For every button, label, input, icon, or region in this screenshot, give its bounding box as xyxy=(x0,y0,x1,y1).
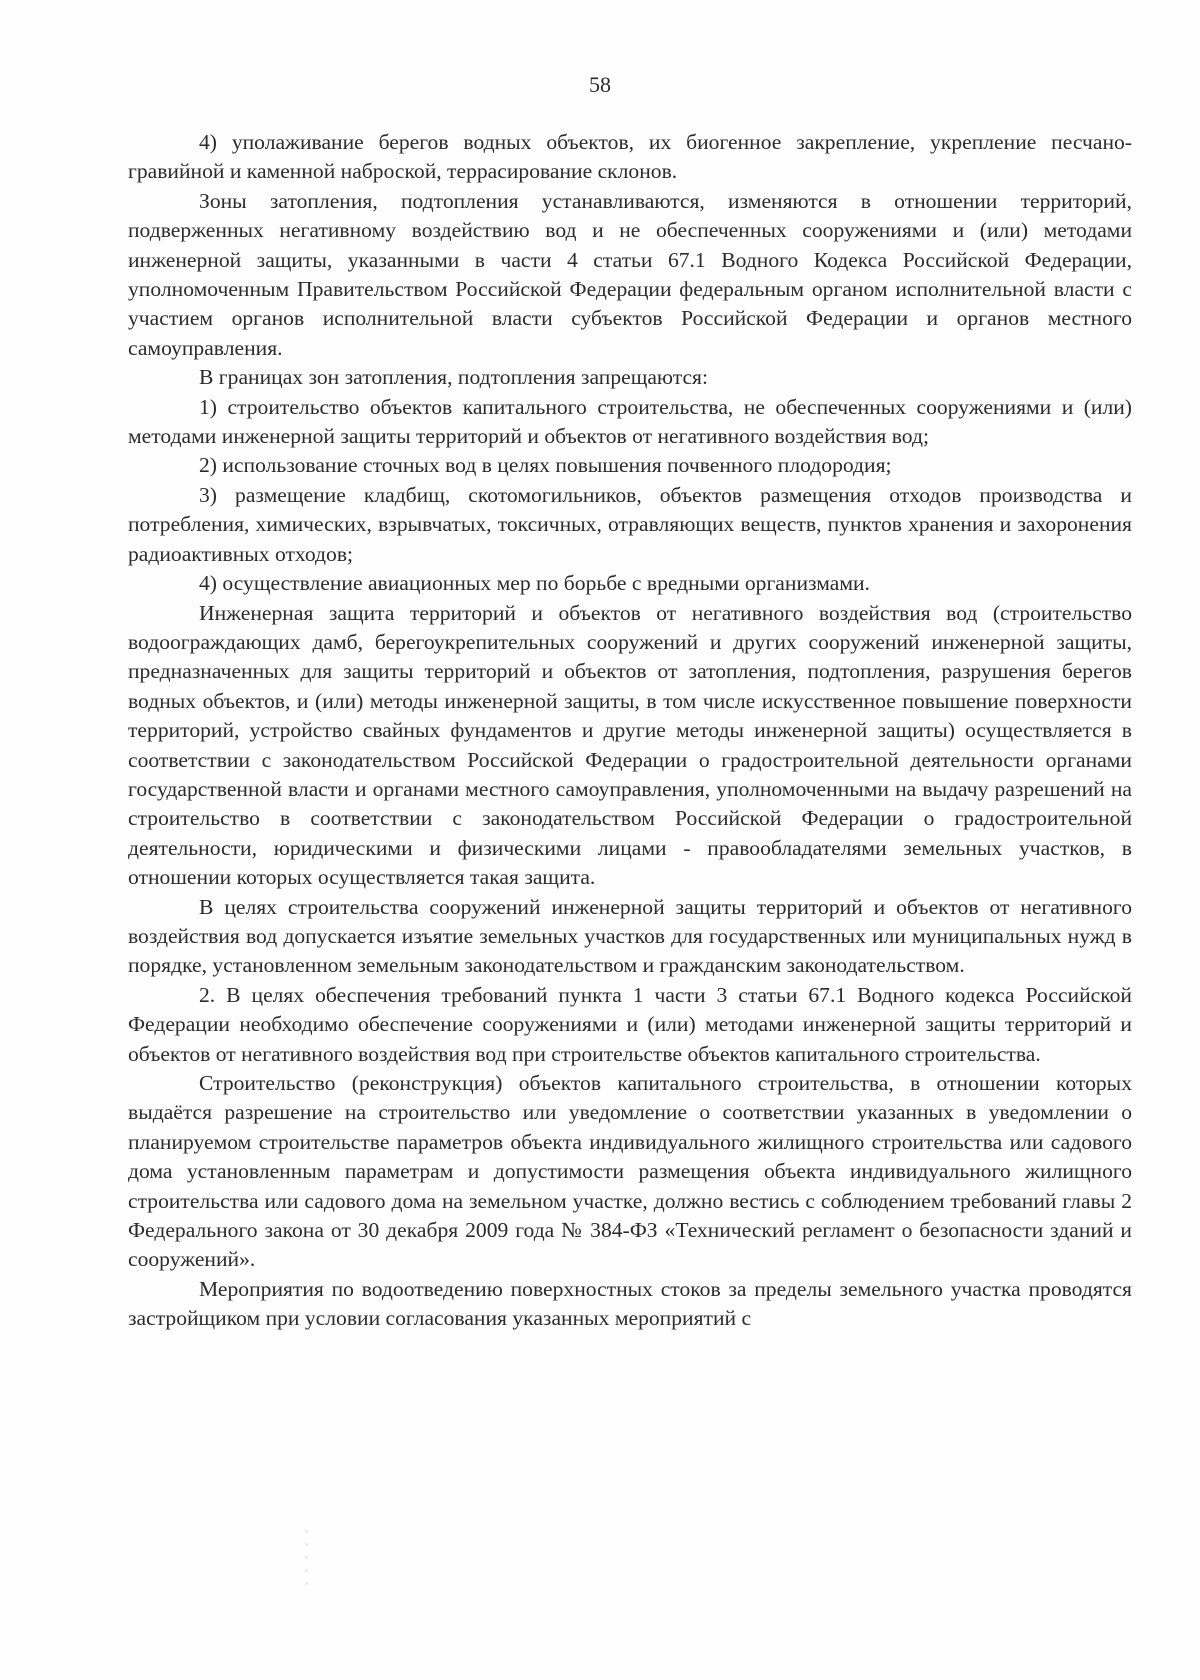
paragraph: В границах зон затопления, подтопления запрещаются: xyxy=(199,365,708,390)
list-item: 4) осуществление авиационных мер по борьбе с вредными организмами. xyxy=(199,571,870,596)
paragraph: Строительство (реконструкция) объектов капитального строительства, в отношении которых выдаётся разрешение на строительство или уведомление о соответствии указанных в уведомлении о планируемом строительстве параметров объекта индивидуального жилищного строительства или садового дома установленным параметрам и допустимости размещения объекта индивидуального жилищного строительства или садового дома на земельном участке, должно вестись с соблюдением требований главы 2 Федерального закона от 30 декабря 2009 года № 384-ФЗ «Технический регламент о безопасности зданий и сооружений». xyxy=(128,1071,1132,1272)
list-item: 3) размещение кладбищ, скотомогильников, объектов размещения отходов производства и потребления, химических, взрывчатых, токсичных, отравляющих веществ, пунктов хранения и захоронения радиоактивных отходов; xyxy=(128,482,1132,566)
paragraph: 2. В целях обеспечения требований пункта 1 части 3 статьи 67.1 Водного кодекса Российской Федерации необходимо обеспечение сооружениями и (или) методами инженерной защиты территорий и объектов от негативного воздействия вод при строительстве объектов капитального строительства. xyxy=(128,982,1132,1066)
paragraph: Инженерная защита территорий и объектов от негативного воздействия вод (строительство водоограждающих дамб, берегоукрепительных сооружений и других сооружений инженерной защиты, предназначенных для защиты территорий и объектов от затопления, подтопления, разрушения берегов водных объектов, и (или) методы инженерной защиты, в том числе искусственное повышение поверхности территорий, устройство свайных фундаментов и другие методы инженерной защиты) осуществляется в соответствии с законодательством Российской Федерации о градостроительной деятельности органами государственной власти и органами местного самоуправления, уполномоченными на выдачу разрешений на строительство в соответствии с законодательством Российской Федерации о градостроительной деятельности, юридическими и физическими лицами - правообладателями земельных участков, в отношении которых осуществляется такая защита. xyxy=(128,600,1132,890)
paragraph: Зоны затопления, подтопления устанавливаются, изменяются в отношении территорий, подверженных негативному воздействию вод и не обеспеченных сооружениями и (или) методами инженерной защиты, указанными в части 4 статьи 67.1 Водного Кодекса Российской Федерации, уполномоченным Правительством Российской Федерации федеральным органом исполнительной власти с участием органов исполнительной власти субъектов Российской Федерации и органов местного самоуправления. xyxy=(128,188,1132,360)
paragraph: 4) уполаживание берегов водных объектов, их биогенное закрепление, укрепление песчано-гравийной и каменной наброской, террасирование склонов. xyxy=(128,130,1132,184)
list-item: 1) строительство объектов капитального строительства, не обеспеченных сооружениями и (или) методами инженерной защиты территорий и объектов от негативного воздействия вод; xyxy=(128,394,1132,449)
list-item: 2) использование сточных вод в целях повышения почвенного плодородия; xyxy=(199,453,892,478)
page-number: 58 xyxy=(589,72,611,97)
paragraph: Мероприятия по водоотведению поверхностных стоков за пределы земельного участка проводятся застройщиком при условии согласования указанных мероприятий с xyxy=(128,1276,1132,1331)
scan-artifact xyxy=(300,1520,314,1640)
paragraph: В целях строительства сооружений инженерной защиты территорий и объектов от негативного воздействия вод допускается изъятие земельных участков для государственных или муниципальных нужд в порядке, установленном земельным законодательством и гражданским законодательством. xyxy=(128,894,1132,978)
document-body xyxy=(128,128,1132,1334)
